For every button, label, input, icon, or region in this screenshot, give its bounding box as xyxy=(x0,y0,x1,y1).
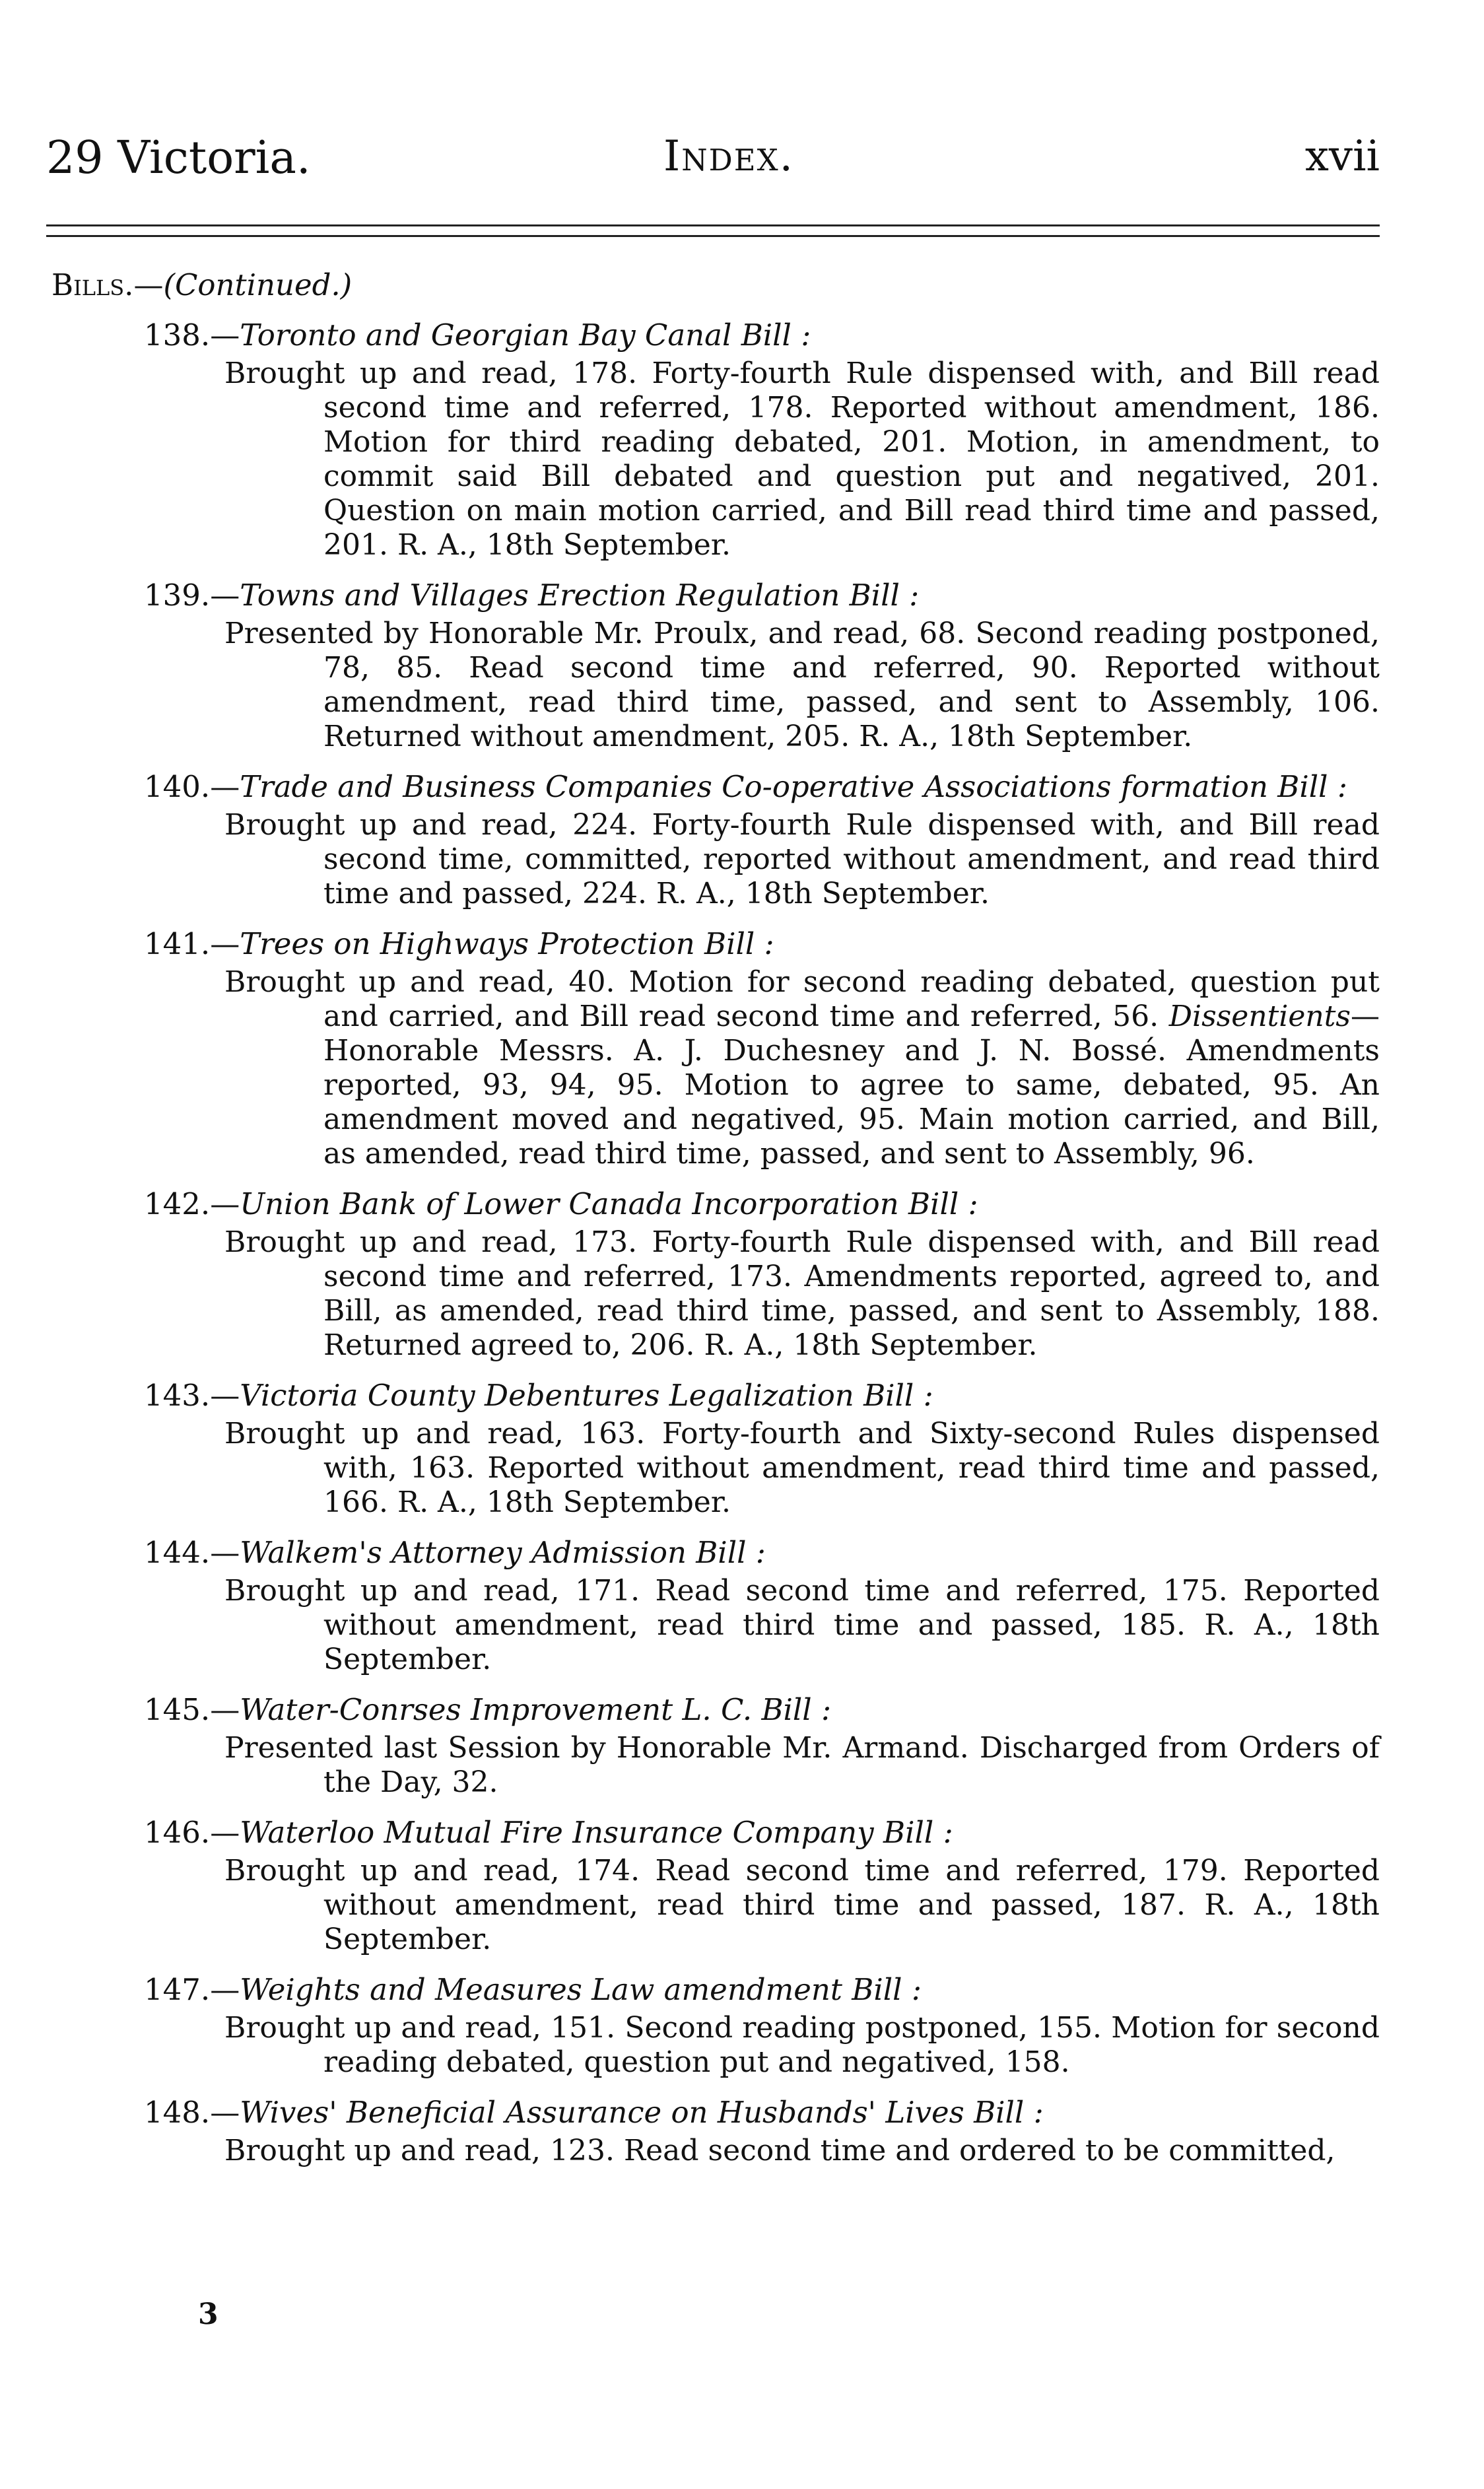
bill-proceedings: Brought up and read, 173. Forty-fourth Rule dispensed with, and Bill read second time and referred, 173. Amendments reported, agreed to, and Bill, as amended, read third time, passed, and sent to Assembly, 188. Returned agreed to, 206. R. A., 18th September. xyxy=(224,1225,1380,1362)
header-session: 29 Victoria. xyxy=(46,132,311,184)
bill-title: Trade and Business Companies Co-operative Associations formation Bill : xyxy=(240,769,1347,804)
bill-proceedings: Brought up and read, 151. Second reading postponed, 155. Motion for second reading debated, question put and negatived, 158. xyxy=(224,2011,1380,2079)
bill-entry xyxy=(0,1971,1484,2080)
bill-proceedings: Presented last Session by Honorable Mr. Armand. Discharged from Orders of the Day, 32. xyxy=(224,1731,1380,1799)
section-heading: Bills.—(Continued.) xyxy=(51,267,353,302)
bill-number: 139. xyxy=(144,578,211,613)
bill-proceedings: Presented by Honorable Mr. Proulx, and read, 68. Second reading postponed, 78, 85. Read second time and referred, 90. Reported without amendment, read third time, passed, and sent to Assembly, 106. Returned without amendment, 205. R. A., 18th September. xyxy=(224,617,1380,753)
bill-title: Weights and Measures Law amendment Bill : xyxy=(240,1972,922,2007)
bill-number: 143. xyxy=(144,1378,211,1413)
bill-number: 140. xyxy=(144,769,211,804)
bill-title: Towns and Villages Erection Regulation Bill : xyxy=(240,578,920,613)
bill-title-line: 142.—Union Bank of Lower Canada Incorporation Bill : xyxy=(144,1186,978,1221)
bill-number: 147. xyxy=(144,1972,211,2007)
bill-proceedings: Brought up and read, 163. Forty-fourth and Sixty-second Rules dispensed with, 163. Reported without amendment, read third time and passed, 166. R. A., 18th September. xyxy=(224,1417,1380,1519)
bill-proceedings: Brought up and read, 171. Read second time and referred, 175. Reported without amendment, read third time and passed, 185. R. A., 18th September. xyxy=(224,1574,1380,1676)
bill-title-line: 141.—Trees on Highways Protection Bill : xyxy=(144,926,774,961)
bill-number: 138. xyxy=(144,318,211,353)
bill-title: Trees on Highways Protection Bill : xyxy=(240,926,774,961)
bill-title-line: 138.—Toronto and Georgian Bay Canal Bill : xyxy=(144,318,811,353)
bill-entry xyxy=(0,1691,1484,1800)
bill-number: 144. xyxy=(144,1535,211,1570)
bill-proceedings xyxy=(224,965,1380,1171)
bill-title: Wives' Beneficial Assurance on Husbands' Lives Bill : xyxy=(240,2095,1044,2130)
bill-title-line: 145.—Water-Conrses Improvement L. C. Bill : xyxy=(144,1692,832,1727)
bill-title: Walkem's Attorney Admission Bill : xyxy=(240,1535,766,1570)
bill-number: 148. xyxy=(144,2095,211,2130)
proceedings-part: —Honorable Messrs. A. J. Duchesney and J. N. Bossé. Amendments reported, 93, 94, 95. Motion to agree to same, debated, 95. An amendment moved and negatived, 95. Main motion carried, and Bill, as amended, read third time, passed, and sent to Assembly, 96. xyxy=(323,1000,1380,1171)
bill-entry xyxy=(0,1814,1484,1957)
proceedings-part: Brought up and read, 40. Motion for second reading debated, question put and carried, and Bill read second time and referred, 56. xyxy=(224,965,1380,1033)
section-label: Bills. xyxy=(51,267,134,302)
bill-title: Water-Conrses Improvement L. C. Bill : xyxy=(240,1692,832,1727)
bill-entry xyxy=(0,1534,1484,1677)
bill-entry xyxy=(0,768,1484,911)
bill-title: Waterloo Mutual Fire Insurance Company Bill : xyxy=(240,1815,953,1850)
bill-entry xyxy=(0,317,1484,563)
header-rule-top xyxy=(46,224,1380,226)
header-page-number: xvii xyxy=(1304,132,1380,181)
bill-number: 146. xyxy=(144,1815,211,1850)
bill-entry xyxy=(0,926,1484,1171)
bill-proceedings: Brought up and read, 224. Forty-fourth Rule dispensed with, and Bill read second time, committed, reported without amendment, and read third time and passed, 224. R. A., 18th September. xyxy=(224,808,1380,910)
bill-proceedings: Brought up and read, 174. Read second time and referred, 179. Reported without amendment, read third time and passed, 187. R. A., 18th September. xyxy=(224,1854,1380,1956)
signature-mark: 3 xyxy=(198,2298,219,2331)
header-title: Index. xyxy=(663,132,794,181)
bill-title-line: 139.—Towns and Villages Erection Regulation Bill : xyxy=(144,578,920,613)
bill-title-line: 148.—Wives' Beneficial Assurance on Husbands' Lives Bill : xyxy=(144,2095,1044,2130)
dissentients-label: Dissentients xyxy=(1168,1000,1351,1033)
bill-entry xyxy=(0,1186,1484,1363)
bill-title-line: 143.—Victoria County Debentures Legalization Bill : xyxy=(144,1378,933,1413)
bill-number: 142. xyxy=(144,1186,211,1221)
page-header xyxy=(46,132,1380,205)
bill-title-line: 146.—Waterloo Mutual Fire Insurance Company Bill : xyxy=(144,1815,953,1850)
bill-proceedings: Brought up and read, 178. Forty-fourth Rule dispensed with, and Bill read second time and referred, 178. Reported without amendment, 186. Motion for third reading debated, 201. Motion, in amendment, to commit said Bill debated and question put and negatived, 201. Question on main motion carried, and Bill read third time and passed, 201. R. A., 18th September. xyxy=(224,357,1380,562)
bill-number: 141. xyxy=(144,926,211,961)
section-continued: (Continued.) xyxy=(163,267,353,302)
bill-title-line: 144.—Walkem's Attorney Admission Bill : xyxy=(144,1535,766,1570)
bill-title: Toronto and Georgian Bay Canal Bill : xyxy=(240,318,811,353)
bill-proceedings: Brought up and read, 123. Read second time and ordered to be committed, xyxy=(224,2134,1335,2167)
header-rule-bottom xyxy=(46,235,1380,237)
bill-entry xyxy=(0,2094,1484,2168)
bill-title-line: 140.—Trade and Business Companies Co-operative Associations formation Bill : xyxy=(144,769,1347,804)
bill-title-line: 147.—Weights and Measures Law amendment Bill : xyxy=(144,1972,922,2007)
bill-title: Victoria County Debentures Legalization Bill : xyxy=(240,1378,933,1413)
bill-entries xyxy=(0,317,1484,2183)
bill-title: Union Bank of Lower Canada Incorporation Bill : xyxy=(240,1186,978,1221)
bill-number: 145. xyxy=(144,1692,211,1727)
bill-entry xyxy=(0,577,1484,754)
bill-entry xyxy=(0,1377,1484,1520)
